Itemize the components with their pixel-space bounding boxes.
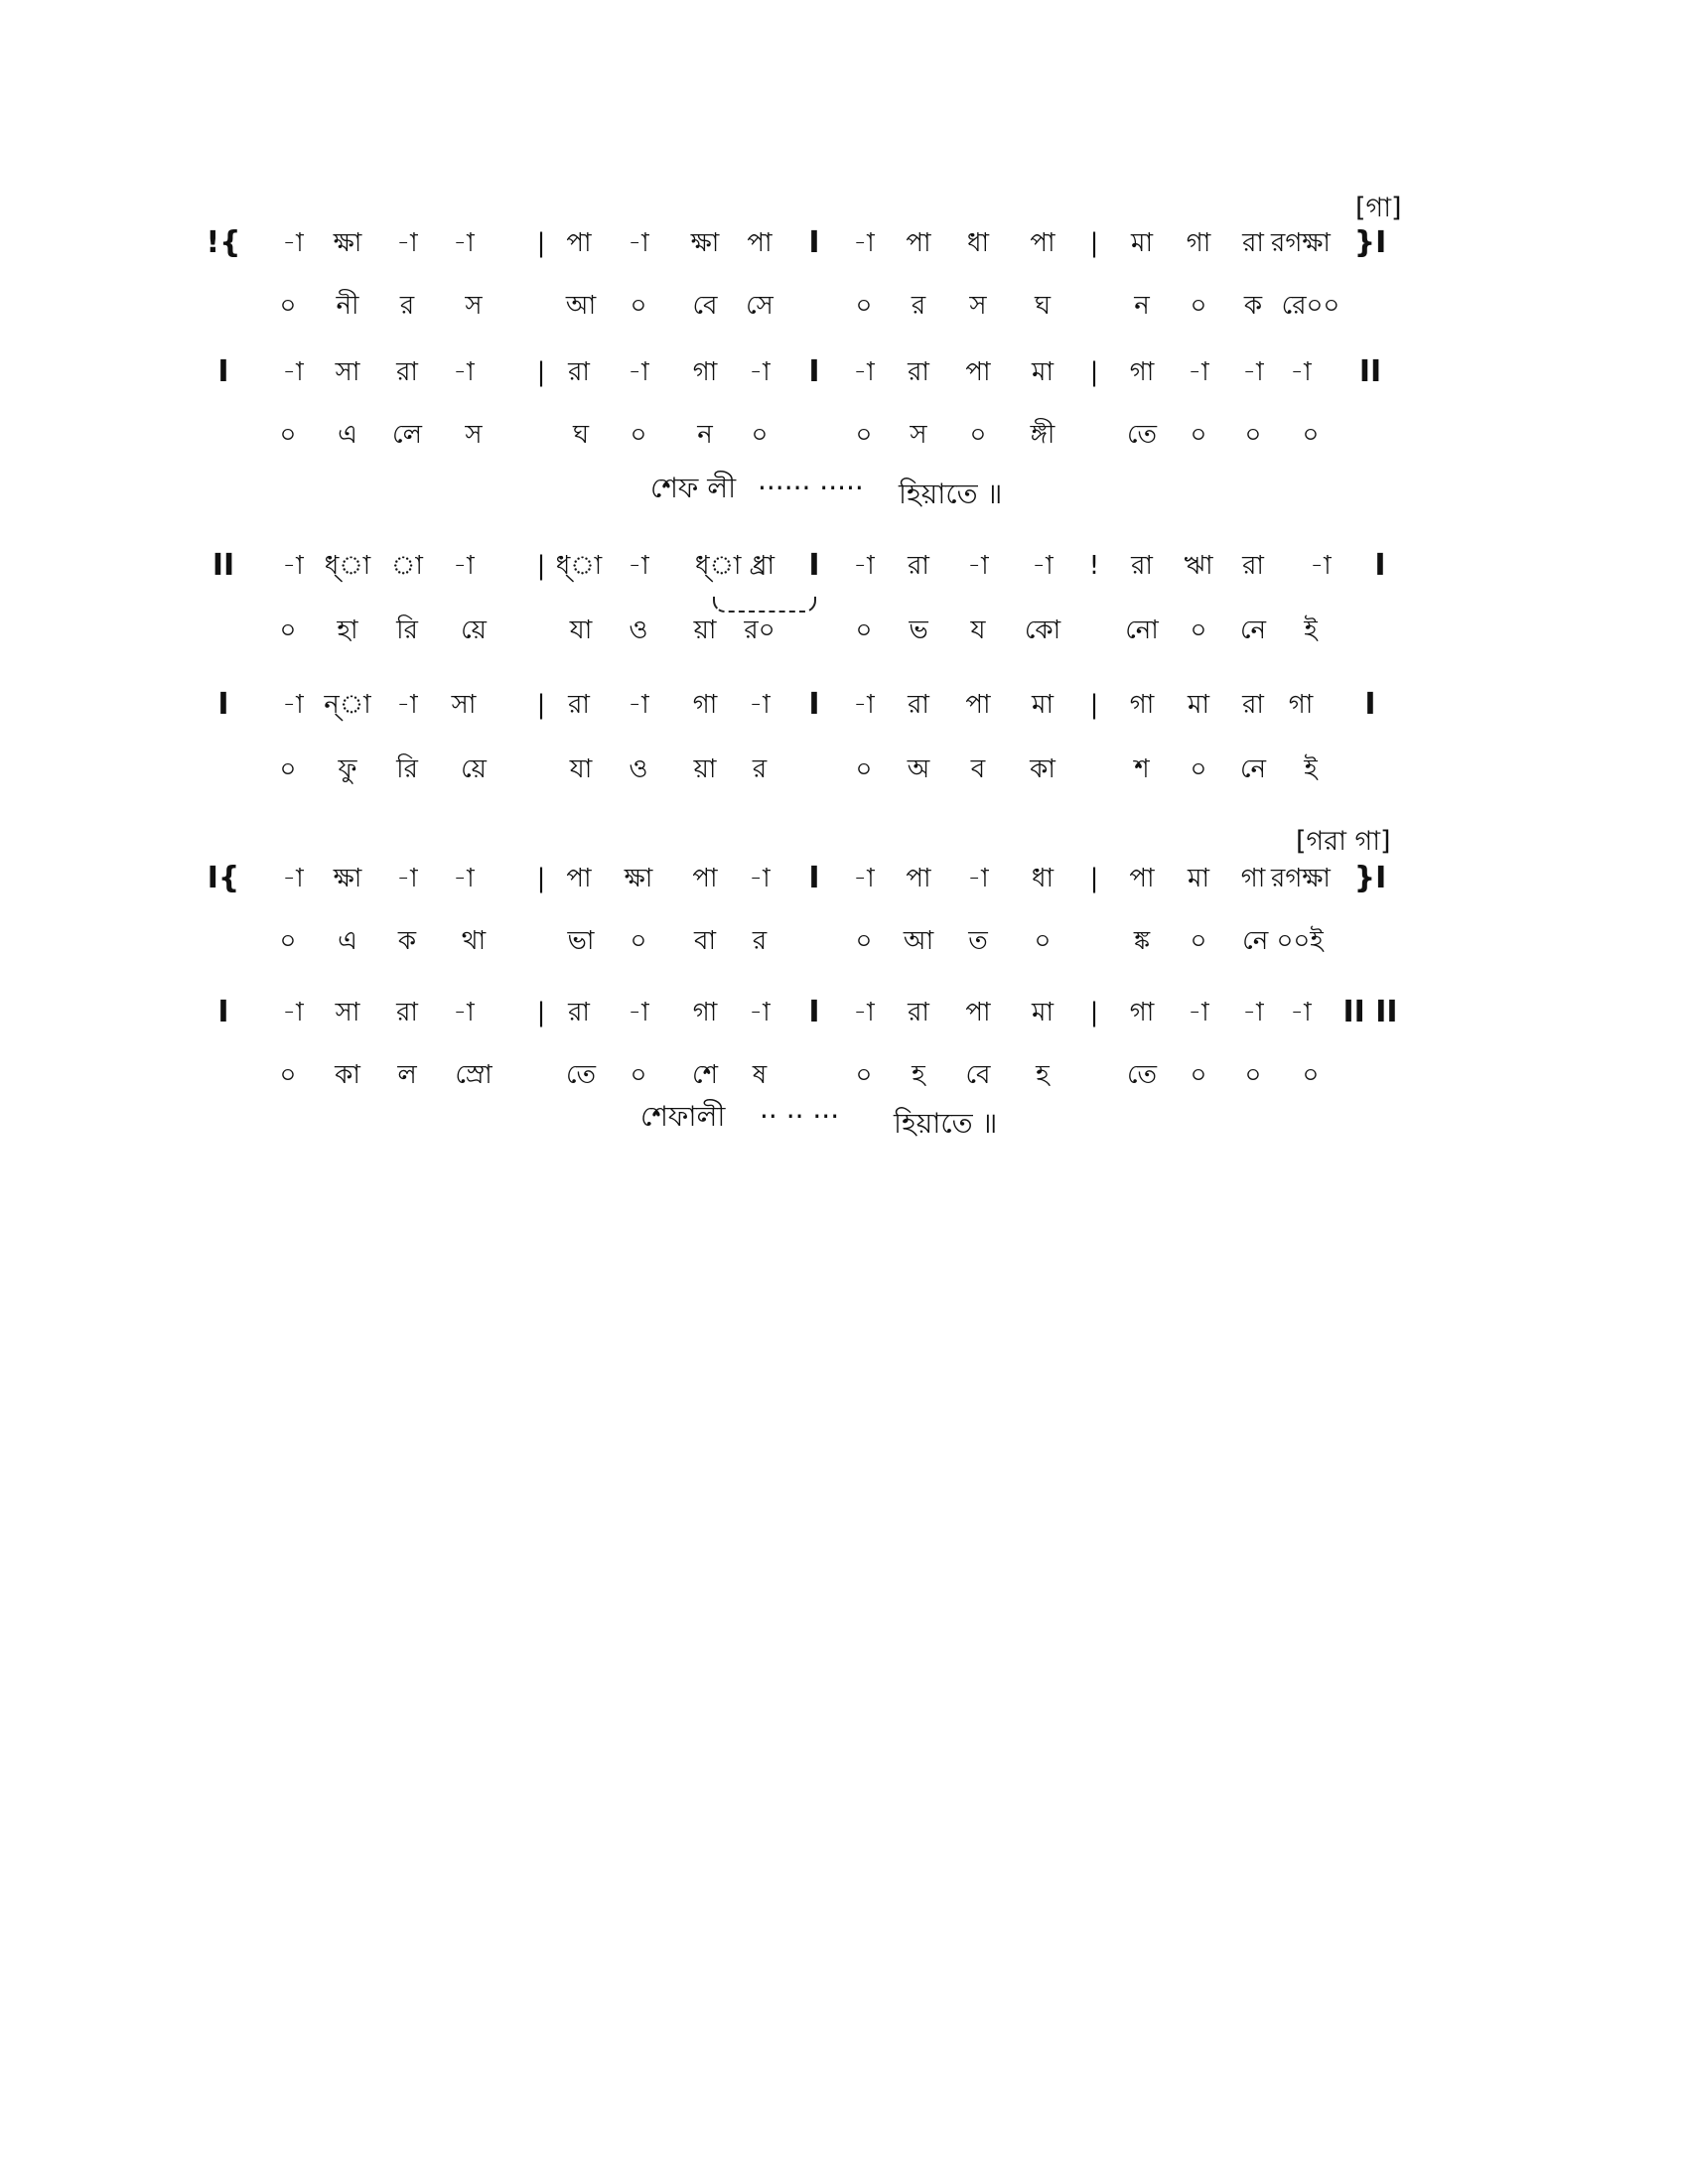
lyric-syllable: ০ — [855, 926, 873, 956]
swara-note: -া — [1290, 357, 1312, 387]
lyric-syllable: অ — [907, 754, 930, 784]
swara-note: রা — [568, 690, 590, 720]
lyric-syllable: ০ — [279, 926, 297, 956]
lyric-syllable: য়া — [693, 754, 717, 784]
bar-line: I — [808, 225, 820, 260]
lyric-syllable: র — [911, 291, 926, 321]
lyric-syllable: ০ — [279, 615, 297, 645]
lyric-syllable: ০ — [279, 754, 297, 784]
swara-note: -া — [628, 551, 649, 581]
refrain-text: শেফ লী — [650, 472, 737, 504]
swara-note: -া — [453, 551, 475, 581]
lyric-syllable: ০ — [1190, 754, 1207, 784]
bar-line: | — [536, 228, 546, 258]
swara-note: -া — [1290, 998, 1312, 1027]
lyric-syllable: ঘ — [572, 420, 590, 450]
swara-note: রা — [1131, 551, 1153, 581]
swara-note: রা — [908, 357, 929, 387]
lyric-syllable: নে — [1239, 615, 1267, 645]
lyric-syllable: ক — [1243, 291, 1263, 321]
lyric-syllable: ০ — [1190, 1060, 1207, 1090]
swara-note: -া — [396, 864, 418, 893]
swara-note: গা — [1240, 864, 1266, 893]
swara-note: ধ্া — [555, 551, 603, 581]
swara-note: মা — [1032, 998, 1054, 1027]
swara-note: গা — [1129, 690, 1155, 720]
bar-line: | — [536, 551, 546, 581]
lyric-syllable: হ — [912, 1060, 925, 1090]
lyric-syllable: য়ে — [461, 754, 487, 784]
bar-line: }I — [1353, 861, 1387, 895]
swara-note: মা — [1131, 228, 1153, 258]
swara-note: পা — [965, 357, 991, 387]
swara-note: সা — [335, 357, 360, 387]
swara-note: -া — [453, 864, 475, 893]
swara-note: সা — [451, 690, 477, 720]
bar-line: I — [808, 861, 820, 895]
lyric-syllable: ন — [697, 420, 713, 450]
swara-note: -া — [282, 998, 304, 1027]
variant-note-bracket: [গরা গা] — [1296, 826, 1391, 857]
swara-note: -া — [1188, 998, 1209, 1027]
swara-note: রা — [908, 551, 929, 581]
swara-note: গা — [692, 357, 718, 387]
lyric-syllable: ০ — [1034, 926, 1052, 956]
lyric-syllable: ই — [1304, 754, 1318, 784]
bar-line: | — [536, 998, 546, 1027]
swara-note: -া — [749, 357, 771, 387]
refrain-ellipsis: ·· ·· ··· — [760, 1100, 840, 1133]
swara-note: -া — [853, 357, 875, 387]
bar-line: I — [1374, 548, 1386, 583]
lyric-syllable: এ — [338, 420, 357, 450]
swara-note: -া — [453, 998, 475, 1027]
bar-line: | — [536, 357, 546, 387]
lyric-syllable: তে — [1126, 1060, 1158, 1090]
swara-note: পা — [906, 864, 931, 893]
lyric-syllable: বা — [693, 926, 717, 956]
refrain-text: শেফালী — [640, 1100, 726, 1133]
swara-note: ধ্া — [324, 551, 371, 581]
lyric-syllable: ০ — [855, 754, 873, 784]
swara-note: ক্ষা — [624, 864, 653, 893]
swara-note: মা — [1032, 357, 1054, 387]
lyric-syllable: ন — [1134, 291, 1150, 321]
swara-note: -া — [282, 864, 304, 893]
swara-note: পা — [566, 228, 592, 258]
lyric-syllable: য়ে — [461, 615, 487, 645]
lyric-syllable: ০ — [279, 420, 297, 450]
slur-mark — [713, 597, 816, 613]
lyric-syllable: থা — [461, 926, 487, 956]
bar-line: | — [536, 864, 546, 893]
swara-note: -া — [1032, 551, 1054, 581]
lyric-syllable: ঙ্ক — [1133, 926, 1151, 956]
swara-note: পা — [965, 998, 991, 1027]
swara-note: রা — [568, 357, 590, 387]
swara-note: -া — [628, 690, 649, 720]
bar-line: I — [808, 548, 820, 583]
lyric-syllable: বে — [965, 1060, 991, 1090]
lyric-syllable: হা — [337, 615, 358, 645]
bar-line: II — [1358, 354, 1382, 389]
swara-note: গা — [692, 998, 718, 1027]
lyric-syllable: ও — [629, 615, 648, 645]
swara-note: ধা — [966, 228, 990, 258]
swara-note: পা — [906, 228, 931, 258]
lyric-syllable: ০ — [969, 420, 987, 450]
swara-note: পা — [965, 690, 991, 720]
refrain-text: হিয়াতে ॥ — [899, 478, 1003, 510]
lyric-syllable: সে — [746, 291, 774, 321]
swara-note: -া — [396, 690, 418, 720]
lyric-syllable: ভা — [567, 926, 595, 956]
bar-line: | — [1089, 998, 1099, 1027]
swara-note: গা — [1288, 690, 1314, 720]
lyric-syllable: আ — [903, 926, 934, 956]
lyric-syllable: ০ — [1190, 291, 1207, 321]
bar-line: I — [808, 995, 820, 1029]
lyric-syllable: স — [465, 291, 483, 321]
refrain-ellipsis: ······ ····· — [758, 472, 864, 504]
swara-note: ক্ষা — [333, 864, 362, 893]
lyric-syllable: ল — [397, 1060, 417, 1090]
lyric-syllable: হ — [1036, 1060, 1050, 1090]
bar-line: II — [211, 548, 235, 583]
swara-note: -া — [853, 690, 875, 720]
swara-note: -া — [853, 998, 875, 1027]
bar-line: I — [217, 995, 229, 1029]
lyric-syllable: লে — [392, 420, 422, 450]
lyric-syllable: শে — [692, 1060, 718, 1090]
lyric-syllable: রে০০ — [1281, 291, 1340, 321]
bar-line: | — [1089, 690, 1099, 720]
swara-note: ধা — [1031, 864, 1055, 893]
lyric-syllable: ভ — [909, 615, 928, 645]
lyric-syllable: কা — [335, 1060, 360, 1090]
swara-note: রা — [908, 998, 929, 1027]
lyric-syllable: বে — [692, 291, 718, 321]
swara-note: ঋা — [1184, 551, 1213, 581]
lyric-syllable: স — [910, 420, 927, 450]
lyric-syllable: র০ — [744, 615, 775, 645]
swara-note: ক্ষা — [690, 228, 720, 258]
lyric-syllable: নে ০০ই — [1242, 926, 1324, 956]
lyric-syllable: ০ — [855, 420, 873, 450]
lyric-syllable: ব — [970, 754, 986, 784]
lyric-syllable: কো — [1024, 615, 1061, 645]
swara-note: -া — [628, 998, 649, 1027]
swara-note: সা — [335, 998, 360, 1027]
lyric-syllable: ০ — [1244, 1060, 1262, 1090]
swara-note: ধ্া ধ্রা — [695, 551, 774, 581]
lyric-syllable: ০ — [855, 1060, 873, 1090]
lyric-syllable: তে — [1126, 420, 1158, 450]
swara-note: রা — [396, 357, 418, 387]
swara-note: মা — [1188, 690, 1209, 720]
swara-note: -া — [1242, 998, 1264, 1027]
swara-note: ক্ষা — [333, 228, 362, 258]
lyric-syllable: নী — [336, 291, 359, 321]
swara-note: পা — [1129, 864, 1155, 893]
lyric-syllable: রি — [396, 615, 418, 645]
swara-note: রা — [1242, 551, 1264, 581]
lyric-syllable: শ — [1134, 754, 1150, 784]
swara-note: পা — [566, 864, 592, 893]
bar-line: ! — [1088, 551, 1100, 581]
bar-line: I — [1364, 687, 1376, 722]
lyric-syllable: য — [970, 615, 986, 645]
lyric-syllable: ০ — [630, 291, 647, 321]
bar-line: !{ — [206, 225, 241, 260]
swara-note: -া — [1310, 551, 1332, 581]
lyric-syllable: র — [399, 291, 415, 321]
lyric-syllable: ০ — [630, 926, 647, 956]
lyric-syllable: স — [969, 291, 987, 321]
swara-note: রা — [568, 998, 590, 1027]
lyric-syllable: র — [752, 754, 768, 784]
bar-line: }I — [1353, 225, 1387, 260]
swara-note: রগক্ষা — [1271, 228, 1331, 258]
swara-note: গা — [692, 690, 718, 720]
lyric-syllable: ০ — [1190, 420, 1207, 450]
lyric-syllable: ০ — [630, 1060, 647, 1090]
lyric-syllable: ০ — [1244, 420, 1262, 450]
lyric-syllable: ০ — [1302, 420, 1320, 450]
swara-note: রা — [908, 690, 929, 720]
lyric-syllable: ০ — [855, 615, 873, 645]
swara-note: -া — [628, 357, 649, 387]
swara-note: -া — [853, 551, 875, 581]
swara-note: গা — [1129, 998, 1155, 1027]
lyric-syllable: তে — [565, 1060, 597, 1090]
bar-line: I — [808, 687, 820, 722]
swara-note: -া — [1188, 357, 1209, 387]
lyric-syllable: কা — [1030, 754, 1055, 784]
lyric-syllable: নো — [1125, 615, 1159, 645]
bar-line: I — [808, 354, 820, 389]
swara-note: -া — [282, 690, 304, 720]
swara-note: -া — [967, 864, 989, 893]
lyric-syllable: ০ — [1190, 926, 1207, 956]
swara-note: -া — [282, 551, 304, 581]
lyric-syllable: র — [752, 926, 768, 956]
swara-note: রা — [1242, 690, 1264, 720]
lyric-syllable: ষ — [752, 1060, 768, 1090]
lyric-syllable: এ — [338, 926, 357, 956]
swara-note: -া — [453, 228, 475, 258]
swara-note: -া — [853, 228, 875, 258]
lyric-syllable: স্রো — [455, 1060, 492, 1090]
swara-note: -া — [628, 228, 649, 258]
lyric-syllable: যা — [569, 615, 593, 645]
refrain-text: হিয়াতে ॥ — [894, 1107, 998, 1140]
bar-line: I — [217, 354, 229, 389]
lyric-syllable: ০ — [855, 291, 873, 321]
lyric-syllable: ঙ্গী — [1030, 420, 1055, 450]
swara-note: া — [391, 551, 423, 581]
lyric-syllable: রি — [396, 754, 418, 784]
swara-note: -া — [1242, 357, 1264, 387]
swara-note: -া — [749, 998, 771, 1027]
variant-note-bracket: [গা] — [1355, 193, 1402, 223]
lyric-syllable: ও — [629, 754, 648, 784]
bar-line: | — [1089, 864, 1099, 893]
lyric-syllable: ০ — [751, 420, 769, 450]
lyric-syllable: ত — [968, 926, 988, 956]
swara-note: -া — [396, 228, 418, 258]
lyric-syllable: ০ — [1302, 1060, 1320, 1090]
swara-note: -া — [282, 228, 304, 258]
lyric-syllable: ০ — [279, 291, 297, 321]
swara-note: পা — [692, 864, 718, 893]
swara-note: -া — [749, 690, 771, 720]
swara-note: পা — [1030, 228, 1055, 258]
bar-line: | — [536, 690, 546, 720]
swara-note: গা — [1186, 228, 1211, 258]
swara-note: -া — [749, 864, 771, 893]
swara-note: ন্া — [324, 690, 371, 720]
bar-line: I — [217, 687, 229, 722]
swara-note: মা — [1188, 864, 1209, 893]
lyric-syllable: ঘ — [1034, 291, 1052, 321]
swara-note: -া — [967, 551, 989, 581]
lyric-syllable: ০ — [279, 1060, 297, 1090]
swara-note: রা — [396, 998, 418, 1027]
lyric-syllable: ফু — [338, 754, 357, 784]
swara-note: -া — [853, 864, 875, 893]
swara-note: রগক্ষা — [1271, 864, 1331, 893]
bar-line: | — [1089, 228, 1099, 258]
lyric-syllable: য়া — [693, 615, 717, 645]
swara-note: পা — [747, 228, 773, 258]
bar-line: | — [1089, 357, 1099, 387]
bar-line: I{ — [207, 861, 240, 895]
lyric-syllable: যা — [569, 754, 593, 784]
swara-note: -া — [282, 357, 304, 387]
lyric-syllable: ই — [1304, 615, 1318, 645]
lyric-syllable: স — [465, 420, 483, 450]
bar-line: II II — [1342, 995, 1398, 1029]
lyric-syllable: ০ — [1190, 615, 1207, 645]
lyric-syllable: ক — [397, 926, 417, 956]
lyric-syllable: নে — [1239, 754, 1267, 784]
swara-note: রা — [1242, 228, 1264, 258]
swara-note: -া — [453, 357, 475, 387]
swara-note: মা — [1032, 690, 1054, 720]
swara-note: গা — [1129, 357, 1155, 387]
lyric-syllable: আ — [565, 291, 597, 321]
lyric-syllable: ০ — [630, 420, 647, 450]
